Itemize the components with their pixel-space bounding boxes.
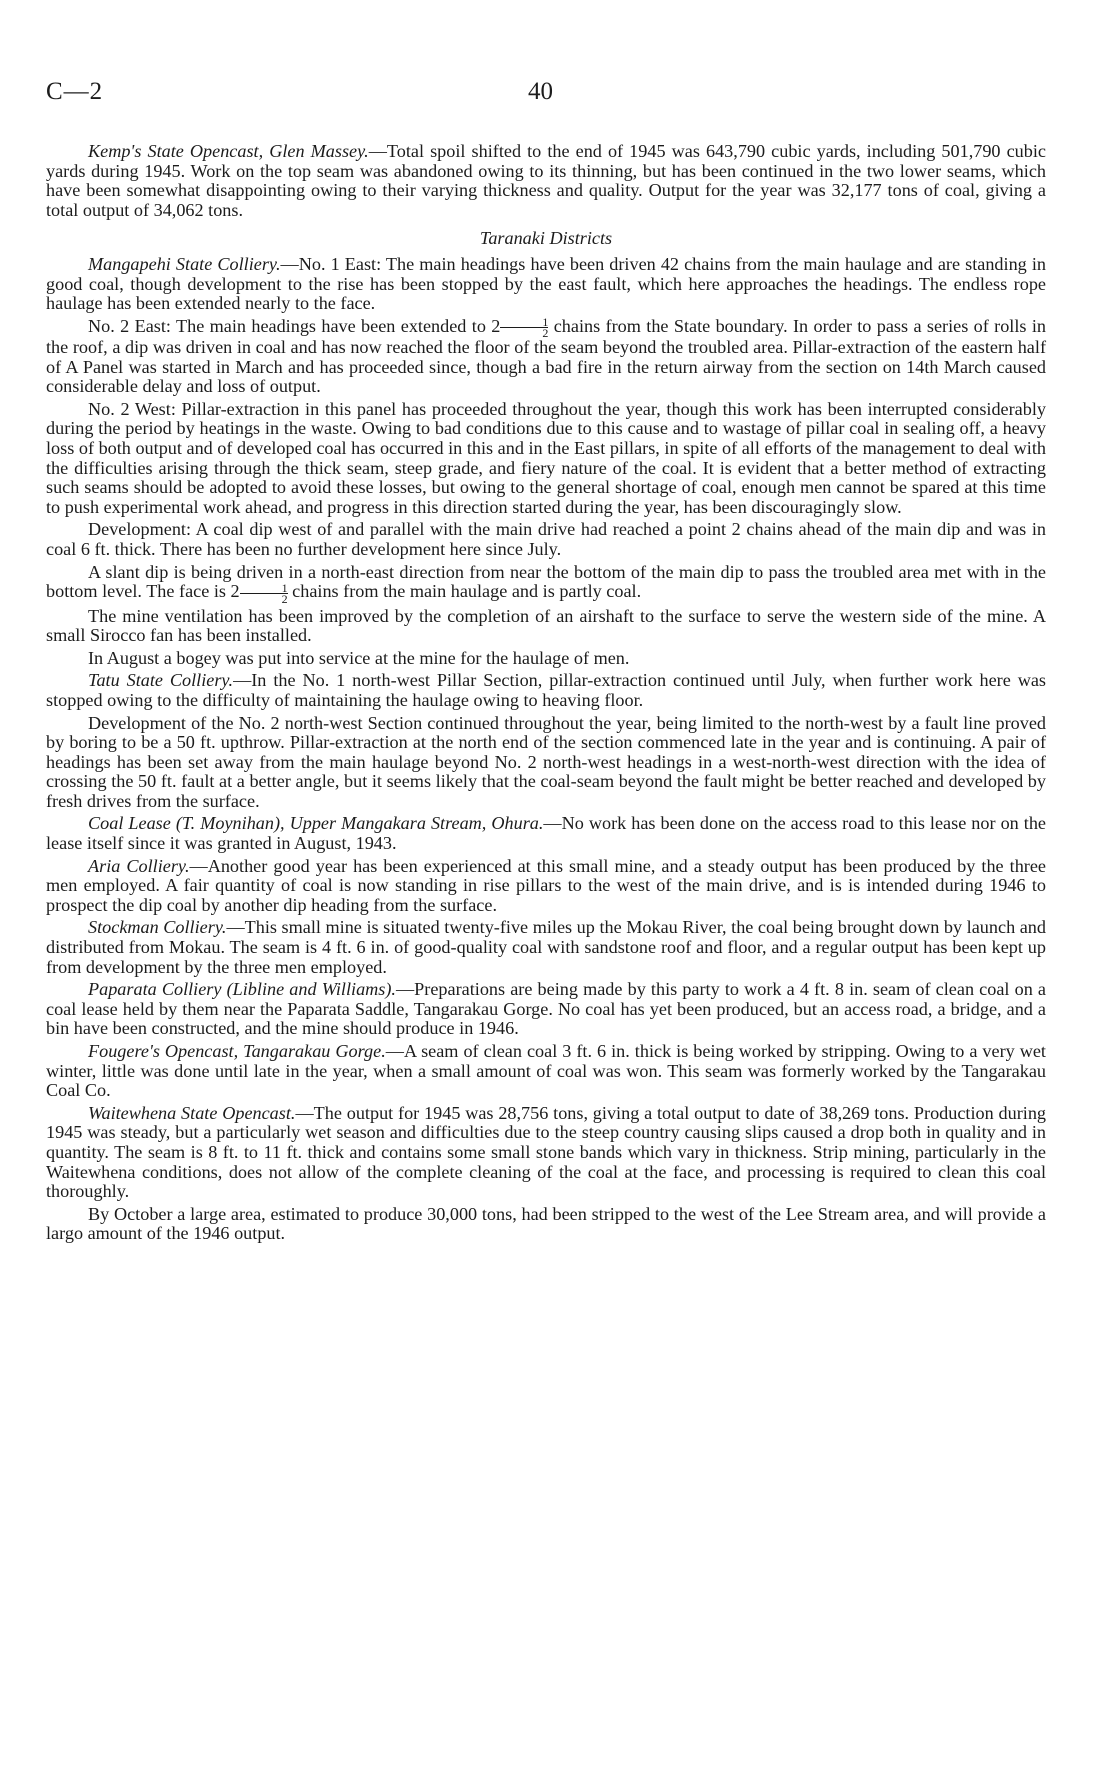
paragraph-text: —Another good year has been experienced at this small mine, and a steady output has been produced by the three men employed. A fair quantity of coal is now standing in rise pillars to the west of the main drive, and is is intended during 1946 to prospect the dip coal by another dip heading from the surface.	[46, 855, 1046, 915]
paragraph-text: chains from the main haulage and is partly coal.	[287, 581, 642, 602]
paragraph-text: —This small mine is situated twenty-five miles up the Mokau River, the coal being brought down by launch and distributed from Mokau. The seam is 4 ft. 6 in. of good-quality coal with sandstone roof and floor, and a regular output has been kept up from development by the three men employed.	[46, 917, 1046, 977]
paragraph-title: Mangapehi State Colliery.	[88, 253, 281, 274]
fraction-denominator: 2	[281, 591, 288, 606]
paragraph-title: Coal Lease (T. Moynihan), Upper Mangakara Stream, Ohura.	[88, 813, 544, 834]
paragraph-title: Stockman Colliery.	[88, 917, 227, 938]
paragraph-fougere-opencast	[46, 1042, 1046, 1101]
page-header	[46, 78, 1046, 114]
paragraph-title: Waitewhena State Opencast.	[88, 1102, 296, 1123]
paragraph-tatu-development: Development of the No. 2 north-west Section continued throughout the year, being limited to the north-west by a fault line proved by boring to be a 50 ft. upthrow. Pillar-extraction at the north end of the section commenced late in the year and is continuing. A pair of headings has been set away from the main haulage beyond No. 2 north-west headings in a west-north-west direction with the idea of crossing the 50 ft. fault at a better angle, but it seems likely that the coal-seam beyond the fault might be better reached and developed by fresh drives from the surface.	[46, 712, 1046, 811]
paragraph-mangapehi-no2-west: No. 2 West: Pillar-extraction in this panel has proceeded throughout the year, though this work has been interrupted considerably during the period by heatings in the waste. Owing to bad conditions due to this cause and to wastage of pillar coal in sealing off, a heavy loss of both output and of developed coal has occurred in this and in the East pillars, in spite of all efforts of the management to deal with the difficulties arising through the thick seam, steep grade, and fiery nature of the coal. It is evident that a better method of extracting such seams should be adopted to avoid these losses, but owing to the general shortage of coal, enough men cannot be spared at this time to push experimental work ahead, and progress in this direction started during the year, has been discouragingly slow.	[46, 398, 1046, 517]
fraction-numerator: 1	[500, 317, 548, 328]
paragraph-text: —No. 1 East: The main headings have been driven 42 chains from the main haulage and are standing in good coal, though development to the rise has been stopped by the east fault, which here approaches the headings. The endless rope haulage has been extended nearly to the face.	[46, 253, 1046, 314]
paragraph-title: Kemp's State Opencast, Glen Massey.	[88, 141, 369, 161]
paragraph-moynihan-lease	[46, 814, 1046, 853]
paragraph-mangapehi-no1-east	[46, 255, 1046, 314]
paragraph-text: chains from the State boundary. In order to pass a series of rolls in the roof, a dip was driven in coal and has now reached the floor of the seam beyond the troubled area. Pillar-extraction of the eastern half of A Panel was started in March and has proceeded since, though a bad fire in the return airway from the section on 14th March caused considerable delay and loss of output.	[46, 315, 1046, 397]
paragraph-title: Fougere's Opencast, Tangarakau Gorge.	[88, 1041, 386, 1061]
paragraph-text: A slant dip is being driven in a north-east direction from near the bottom of the main dip to pass the troubled area met with in the bottom level. The face is 2	[46, 561, 1046, 602]
paragraph-waitewhena-opencast	[46, 1104, 1046, 1202]
paragraph-text: —The output for 1945 was 28,756 tons, giving a total output to date of 38,269 tons. Production during 1945 was steady, but a particularly wet season and difficulties due to the steep country causing slips caused a drop both in quality and in quantity. The seam is 8 ft. to 11 ft. thick and contains some small stone bands which vary in thickness. Strip mining, particularly in the Waitewhena conditions, does not allow of the complete cleaning of the coal at the face, and processing is required to clean this coal thoroughly.	[46, 1102, 1047, 1202]
paragraph-text: No. 2 East: The main headings have been extended to 2	[88, 315, 501, 336]
report-body	[46, 142, 1046, 1247]
paragraph-kemps-opencast	[46, 142, 1046, 220]
paragraph-text: —Preparations are being made by this party to work a 4 ft. 8 in. seam of clean coal on a coal lease held by them near the Paparata Saddle, Tangarakau Gorge. No coal has yet been produced, but an access road, a bridge, and a bin have been constructed, and the mine should produce in 1946.	[46, 979, 1046, 1039]
paragraph-title: Paparata Colliery (Libline and Williams).	[88, 979, 396, 1000]
fraction	[240, 580, 288, 606]
paragraph-mangapehi-development: Development: A coal dip west of and parallel with the main drive had reached a point 2 chains ahead of the main dip and was in coal 6 ft. thick. There has been no further development here since July.	[46, 519, 1046, 560]
section-heading: Taranaki Districts	[479, 228, 613, 249]
paragraph-aria-colliery	[46, 857, 1046, 916]
report-code: C—2	[46, 78, 104, 105]
paragraph-waitewhena-stripping: By October a large area, estimated to produce 30,000 tons, had been stripped to the west of the Lee Stream area, and will provide a largo amount of the 1946 output.	[46, 1203, 1046, 1244]
paragraph-paparata-colliery	[46, 980, 1046, 1039]
paragraph-text: —No work has been done on the access road to this lease nor on the lease itself since it was granted in August, 1943.	[46, 813, 1046, 854]
paragraph-stockman-colliery	[46, 918, 1046, 977]
paragraph-title: Aria Colliery.	[88, 855, 190, 876]
paragraph-mangapehi-ventilation: The mine ventilation has been improved by the completion of an airshaft to the surface to serve the western side of the mine. A small Sirocco fan has been installed.	[46, 605, 1046, 646]
paragraph-text: —In the No. 1 north-west Pillar Section, pillar-extraction continued until July, when further work here was stopped owing to the difficulty of maintaining the haulage owing to heaving floor.	[46, 670, 1047, 710]
fraction	[500, 315, 549, 341]
paragraph-tatu-colliery	[46, 671, 1046, 710]
paragraph-mangapehi-no2-east	[46, 317, 1046, 397]
page-number: 40	[528, 78, 553, 105]
fraction-numerator: 1	[240, 583, 288, 594]
paragraph-mangapehi-bogey: In August a bogey was put into service at the mine for the haulage of men.	[88, 647, 630, 668]
paragraph-title: Tatu State Colliery.	[88, 670, 234, 691]
paragraph-mangapehi-slant-dip	[46, 563, 1046, 604]
paragraph-text: —Total spoil shifted to the end of 1945 was 643,790 cubic yards, including 501,790 cubic yards during 1945. Work on the top seam was abandoned owing to its thinning, but has been continued in the two lower seams, which have been somewhat disappointing owing to their varying thickness and quality. Output for the year was 32,177 tons of coal, giving a total output of 34,062 tons.	[46, 141, 1046, 220]
fraction-denominator: 2	[542, 326, 549, 341]
paragraph-text: —A seam of clean coal 3 ft. 6 in. thick is being worked by stripping. Owing to a very wet winter, little was done until late in the year, when a small amount of coal was won. This seam was formerly worked by the Tangarakau Coal Co.	[46, 1041, 1046, 1101]
